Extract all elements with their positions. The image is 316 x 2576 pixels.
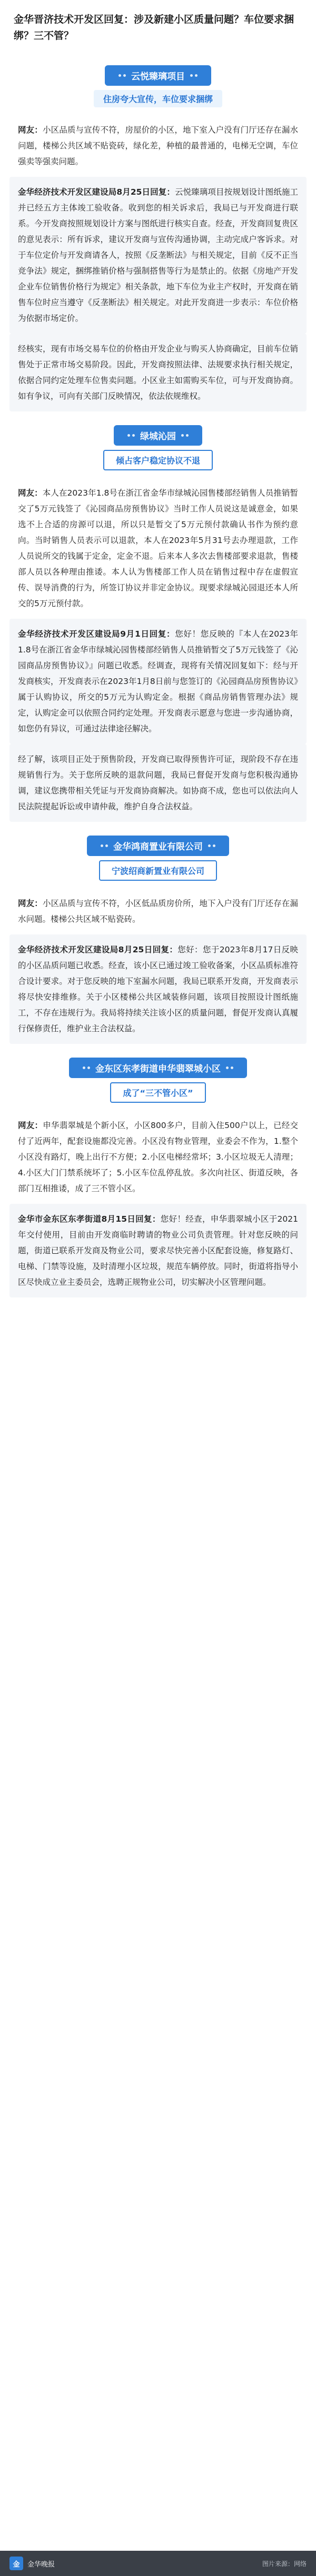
section-banner-row: [0, 836, 316, 881]
section: [0, 836, 316, 1044]
paragraph: [9, 478, 307, 619]
paragraph-lead: 金华经济技术开发区建设局8月25日回复：: [18, 187, 175, 197]
paragraph: [9, 115, 307, 177]
section-banner-row: [0, 425, 316, 470]
section-title-pill: [69, 1058, 247, 1078]
section: [0, 425, 316, 822]
paragraph: [9, 334, 307, 411]
paragraph-lead: 金华经济技术开发区建设局9月1日回复：: [18, 629, 175, 639]
dots-icon: [181, 434, 189, 437]
dots-icon: [190, 74, 197, 77]
paragraph-lead: 金华经济技术开发区建设局8月25日回复：: [18, 945, 178, 954]
section-title-pill: [87, 836, 229, 856]
dots-icon: [208, 844, 215, 847]
section-banner: [103, 425, 213, 470]
section-banner: [69, 1058, 247, 1103]
paragraph: [9, 177, 307, 334]
section-subtitle: 成了“三不管小区”: [110, 1082, 205, 1103]
paragraph-lead: 网友：: [18, 1121, 43, 1130]
paragraph: [9, 888, 307, 934]
section-banner: [94, 65, 222, 107]
paragraph-text: 云悦臻璃项目按规划设计图纸施工并已经五方主体竣工验收备。收到您的相关诉求后，我局已与开发商进行联系。今开发商按照规划设计方案与图纸进行核实自查。经查，开发商回复贵区的意见表示：所有诉求，建议开发商与宣传沟通协调，主动完成户客诉求。对于车位定价与开发商请各人，按照《反垄断法》与相关规定，目前《反不正当竞争法》规定，捆绑推销价格与强制搭售等行为是禁止的。依据《房地产开发企业车位销售价格行为规定》相关条款，地下车位为业主产权时，开发商在销售车位时应当遵守《反垄断法》相关规定。对此开发商进一步表示：车位价格为依据市场定价。: [18, 187, 298, 323]
section-banner-row: [0, 65, 316, 107]
section-banner: [87, 836, 229, 881]
paragraph-text: 您好：您于2023年8月17日反映的小区品质问题已收悉。经查，该小区已通过竣工验收备案，小区品质标准符合设计要求。对于您反映的地下室漏水问题，我局已联系开发商，开发商表示将尽快安排维修。关于小区楼梯公共区域装修问题，该项目按照设计图纸施工，不存在违规行为。我局将持续关注该小区的质量问题，督促开发商认真履行保修责任，维护业主合法权益。: [18, 945, 298, 1033]
dots-icon: [118, 74, 126, 77]
section-title: 云悦臻璃项目: [131, 72, 185, 82]
paragraph-text: 小区品质与宣传不符，小区低品质房价所，地下入户没有门厅还存在漏水问题。楼梯公共区域不贴瓷砖。: [18, 899, 298, 924]
section-subtitle: 住房夸大宣传，车位要求捆绑: [94, 90, 222, 107]
footer-bar: [0, 2551, 316, 2576]
paragraph-text: 本人在2023年1.8号在浙江省金华市绿城沁园售楼部经销售人员推销暂交了5万元钱签了《沁园商品房预售协议》当时工作人员说这是诚意金，如果选不上合适的房源可以退，所以只是暂交了5万元预付款确认书作为预约意向。当时销售人员表示可以退款，本人在2023年5月31号去办理退款，工作人员说所交的钱属于定金，定金不退。后来本人多次去售楼部要求退款，售楼部人员以各种理由推诿。本人认为售楼部工作人员在销售过程中存在虚假宣传、误导消费的行为，所签订协议并非定金协议。现要求绿城沁园退还本人所交的5万元预付款。: [18, 488, 298, 608]
section-title-pill: [105, 65, 211, 86]
section-title: 金东区东孝街道申华翡翠城小区: [95, 1064, 221, 1074]
paragraph-text: 您好！经查，申华翡翠城小区于2021年交付使用，目前由开发商临时聘请的物业公司负责管理。针对您反映的问题，街道已联系开发商及物业公司，要求尽快完善小区配套设施，修复路灯、电梯、门禁等设施，及时清理小区垃圾，规范车辆停放。同时，街道将指导小区尽快成立业主委员会，选聘正规物业公司，切实解决小区管理问题。: [18, 1214, 298, 1287]
footer-logo: [9, 2557, 55, 2570]
footer-note: 图片来源：网络: [262, 2560, 307, 2568]
article-title: 金华晋济技术开发区回复：涉及新建小区质量问题？车位要求捆绑？三不管？: [14, 14, 294, 42]
section-title: 绿城沁园: [140, 431, 176, 442]
paragraph-text: 小区品质与宣传不符，房屋价的小区，地下室入户没有门厅还存在漏水问题，楼梯公共区域不贴瓷砖，绿化差，种植的最普通的，电梯无空调，车位强卖等强卖问题。: [18, 125, 298, 166]
dots-icon: [101, 844, 108, 847]
paragraph: [9, 1204, 307, 1297]
paragraph-lead: 金华市金东区东孝街道8月15日回复：: [18, 1214, 161, 1224]
sections-container: [0, 65, 316, 1297]
paragraph-lead: 网友：: [18, 488, 43, 498]
section-subtitle: 倾占客户稳定协议不退: [103, 450, 213, 470]
paragraph: [9, 1110, 307, 1204]
dots-icon: [127, 434, 135, 437]
section-subtitle: 宁波绍商新置业有限公司: [99, 860, 217, 881]
paragraph-text: 您好！您反映的『本人在2023年1.8号在浙江省金华市绿城沁园售楼部经销售人员推销暂交了5万元钱签了《沁园商品房预售协议》』问题已收悉。经调查，现将有关情况回复如下：经与开发商核实，开发商表示在2023年1月8日前与您签订的《沁园商品房预售协议》属于认购协议，所交的5万元为认购定金。根据《商品房销售管理办法》规定，认购定金可以依照合同约定处理。开发商表示愿意与您进一步沟通协商，如您仍有异议，可通过法律途径解决。: [18, 629, 298, 733]
paragraph-text: 申华翡翠城是个新小区，小区800多户，目前入住500户以上，已经交付了近两年，配套设施都没完善。小区没有物业管理，业委会不作为，1.整个小区没有路灯，晚上出行不方便；2.小区电梯经常坏；3.小区垃圾无人清理；4.小区大门门禁系统坏了；5.小区车位乱停乱放。多次向社区、街道反映，各部门互相推诿，成了三不管小区。: [18, 1121, 298, 1193]
article-header: [0, 0, 316, 52]
dots-icon: [226, 1066, 233, 1069]
paragraph-lead: 网友：: [18, 125, 43, 135]
paragraph-lead: 网友：: [18, 899, 43, 908]
paragraph: [9, 934, 307, 1044]
section-title: 金华鸿商置业有限公司: [113, 842, 203, 852]
footer-brand: 金华晚报: [27, 2560, 55, 2569]
brand-logo-icon: 金: [9, 2557, 23, 2570]
paragraph-text: 经核实，现有市场交易车位的价格由开发企业与购买人协商确定，目前车位销售处于正常市场交易阶段。因此，开发商按照法律、法规要求执行相关规定，依据合同约定处理车位售卖问题。小区业主如需购买车位，可与开发商协商。如有争议，可向有关部门反映情况，依法依规维权。: [18, 344, 298, 401]
paragraph-text: 经了解，该项目正处于预售阶段，开发商已取得预售许可证，现阶段不存在违规销售行为。关于您所反映的退款问题，我局已督促开发商与您积极沟通协调，建议您携带相关凭证与开发商协商解决。如协商不成，您也可以依法向人民法院提起诉讼或申请仲裁，维护自身合法权益。: [18, 754, 298, 811]
dots-icon: [83, 1066, 90, 1069]
paragraph: [9, 619, 307, 744]
section-banner-row: [0, 1058, 316, 1103]
paragraph: [9, 744, 307, 822]
section: [0, 1058, 316, 1297]
section-title-pill: [114, 425, 202, 446]
section: [0, 65, 316, 411]
